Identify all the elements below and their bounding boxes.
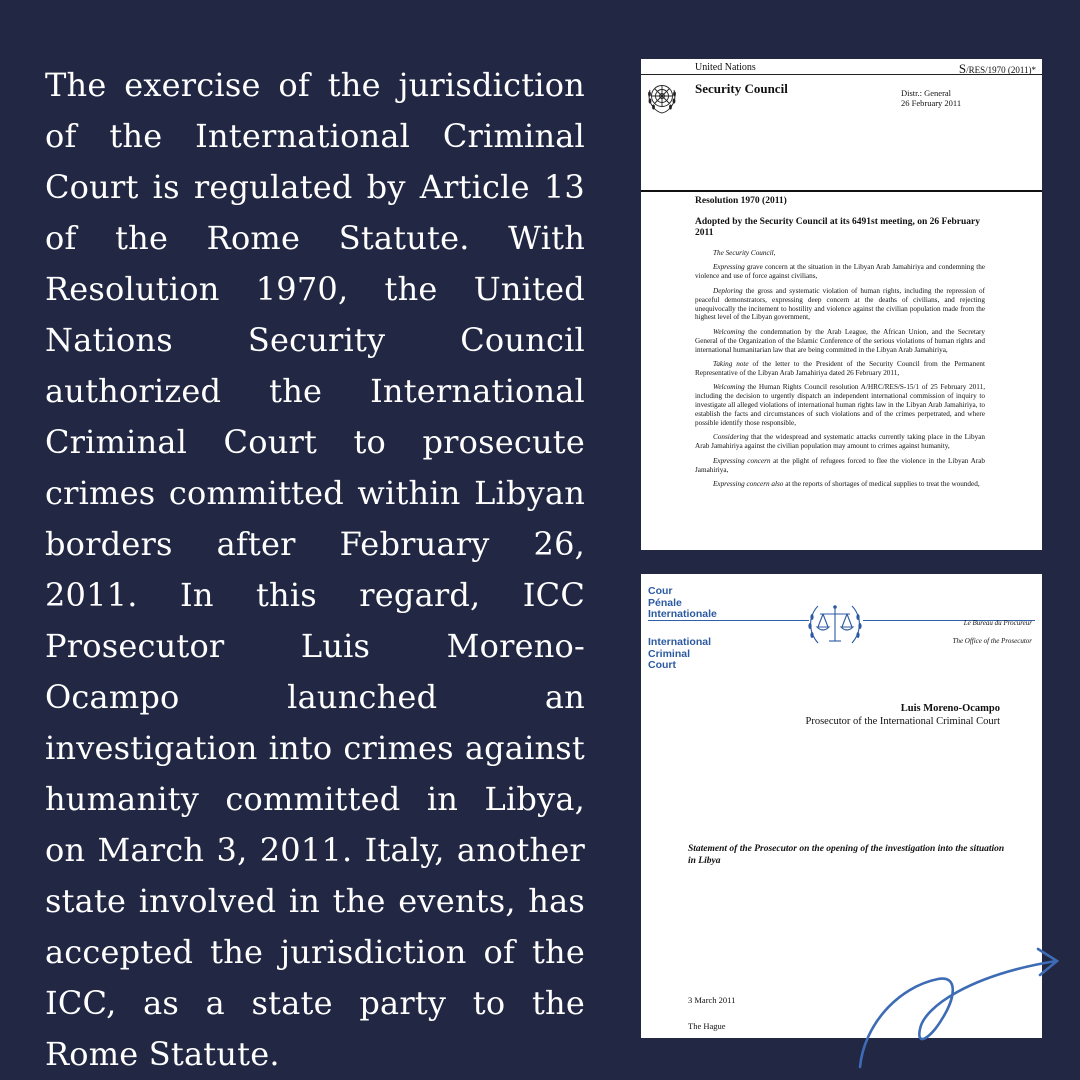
un-paragraph bbox=[695, 287, 985, 323]
icc-header-rule-left bbox=[648, 620, 809, 621]
un-paragraph bbox=[695, 263, 985, 281]
un-symbol-rest: /RES/1970 (2011)* bbox=[966, 65, 1036, 75]
un-paragraph-rest: the condemnation by the Arab League, the African Union, and the Secretary General of the Organization of the Islamic Conference of the serious violations of human rights and international humanitarian law that are being committed in the Libyan Arab Jamahiriya, bbox=[695, 327, 985, 354]
un-distr-line: Distr.: General bbox=[901, 88, 952, 98]
un-body-text bbox=[695, 249, 985, 494]
un-symbol-prefix: S bbox=[958, 61, 967, 76]
icc-prosecutor-name: Luis Moreno-Ocampo bbox=[900, 703, 1000, 714]
un-paragraph-lead: Expressing concern also bbox=[713, 480, 784, 489]
un-paragraph-rest: grave concern at the situation in the Libyan Arab Jamahiriya and condemning the violence and use of force against civilians, bbox=[695, 263, 985, 281]
icc-bureau-label: Le Bureau du Procureur bbox=[963, 619, 1032, 627]
un-header-rule bbox=[641, 74, 1042, 75]
scales-of-justice-icon bbox=[805, 599, 865, 653]
un-paragraph-rest: the gross and systematic violation of human rights, including the repression of peaceful demonstrators, expressing deep concern at the deaths of civilians, and rejecting unequivocally the incitement to hostility and violence against the civilian population made from the highest level of the Libyan government, bbox=[695, 286, 985, 322]
un-paragraph-lead: Welcoming bbox=[713, 327, 745, 336]
un-distribution bbox=[901, 88, 961, 108]
un-paragraph-lead: The Security Council, bbox=[713, 249, 776, 257]
icc-name-line: Pénale bbox=[648, 596, 682, 609]
un-paragraph-rest: the Human Rights Council resolution A/HRC/RES/S-15/1 of 25 February 2011, including the decision to urgently dispatch an independent international commission of inquiry to investigate all alleged violations of international human rights law in the Libyan Arab Jamahiriya, to establish the facts and circumstances of such violations and of the crimes perpetrated, and where possible identify those responsible, bbox=[695, 383, 985, 427]
icc-name-line: Criminal bbox=[648, 647, 691, 660]
un-date: 26 February 2011 bbox=[901, 98, 962, 108]
icc-place: The Hague bbox=[688, 1021, 726, 1031]
un-title-rule bbox=[641, 190, 1042, 192]
un-paragraph bbox=[695, 383, 985, 428]
un-paragraph-lead: Welcoming bbox=[713, 383, 745, 392]
icc-date: 3 March 2011 bbox=[688, 995, 736, 1005]
un-emblem-icon bbox=[647, 81, 677, 117]
un-paragraph bbox=[695, 360, 985, 378]
un-org-name: United Nations bbox=[695, 62, 756, 73]
un-paragraph-lead: Expressing bbox=[713, 263, 745, 272]
un-paragraph-rest: at the plight of refugees forced to flee the violence in the Libyan Arab Jamahiriya, bbox=[695, 456, 985, 474]
un-paragraph bbox=[695, 433, 985, 451]
icc-name-english bbox=[648, 637, 711, 672]
icc-name-line: Court bbox=[648, 659, 676, 671]
un-paragraph bbox=[695, 328, 985, 355]
un-paragraph-rest: of the letter to the President of the Security Council from the Permanent Representative of the Libyan Arab Jamahiriya dated 26 February 2011, bbox=[695, 360, 985, 377]
un-paragraph bbox=[695, 457, 985, 475]
icc-name-french bbox=[648, 586, 717, 621]
icc-statement-document bbox=[641, 574, 1042, 1038]
icc-name-line: International bbox=[648, 636, 712, 648]
un-adopted-line: Adopted by the Security Council at its 6491st meeting, on 26 February 2011 bbox=[695, 217, 980, 238]
icc-statement-title: Statement of the Prosecutor on the opening of the investigation into the situation in Libya bbox=[688, 844, 1005, 866]
un-paragraph-lead: Deploring bbox=[713, 286, 743, 295]
un-paragraph-lead: Taking note bbox=[713, 360, 749, 369]
icc-prosecutor-role: Prosecutor of the International Criminal Court bbox=[805, 716, 1000, 727]
icc-office-label: The Office of the Prosecutor bbox=[952, 637, 1032, 645]
un-paragraph-rest: that the widespread and systematic attacks currently taking place in the Libyan Arab Jamahiriya against the civilian population may amount to crimes against humanity, bbox=[695, 433, 985, 451]
un-resolution-document bbox=[641, 59, 1042, 550]
un-paragraph-rest: at the reports of shortages of medical supplies to treat the wounded, bbox=[783, 480, 980, 489]
main-paragraph: The exercise of the jurisdiction of the International Criminal Court is regulated by Article 13 of the Rome Statute. With Resolution 1970, the United Nations Security Council authorized the International Criminal Court to prosecute crimes committed within Libyan borders after February 26, 2011. In this regard, ICC Prosecutor Luis Moreno-Ocampo launched an investigation into crimes against humanity committed in Libya, on March 3, 2011. Italy, another state involved in the events, has accepted the jurisdiction of the ICC, as a state party to the Rome Statute. bbox=[45, 66, 585, 1073]
icc-name-line: Cour bbox=[648, 585, 673, 597]
un-paragraph-lead: Expressing concern bbox=[713, 456, 771, 465]
un-paragraph bbox=[695, 480, 985, 489]
un-paragraph-lead: Considering bbox=[713, 433, 749, 442]
un-paragraph bbox=[695, 249, 985, 258]
icc-name-line: Internationale bbox=[648, 608, 717, 620]
un-resolution-title: Resolution 1970 (2011) bbox=[695, 196, 787, 206]
un-council-title: Security Council bbox=[695, 81, 788, 96]
